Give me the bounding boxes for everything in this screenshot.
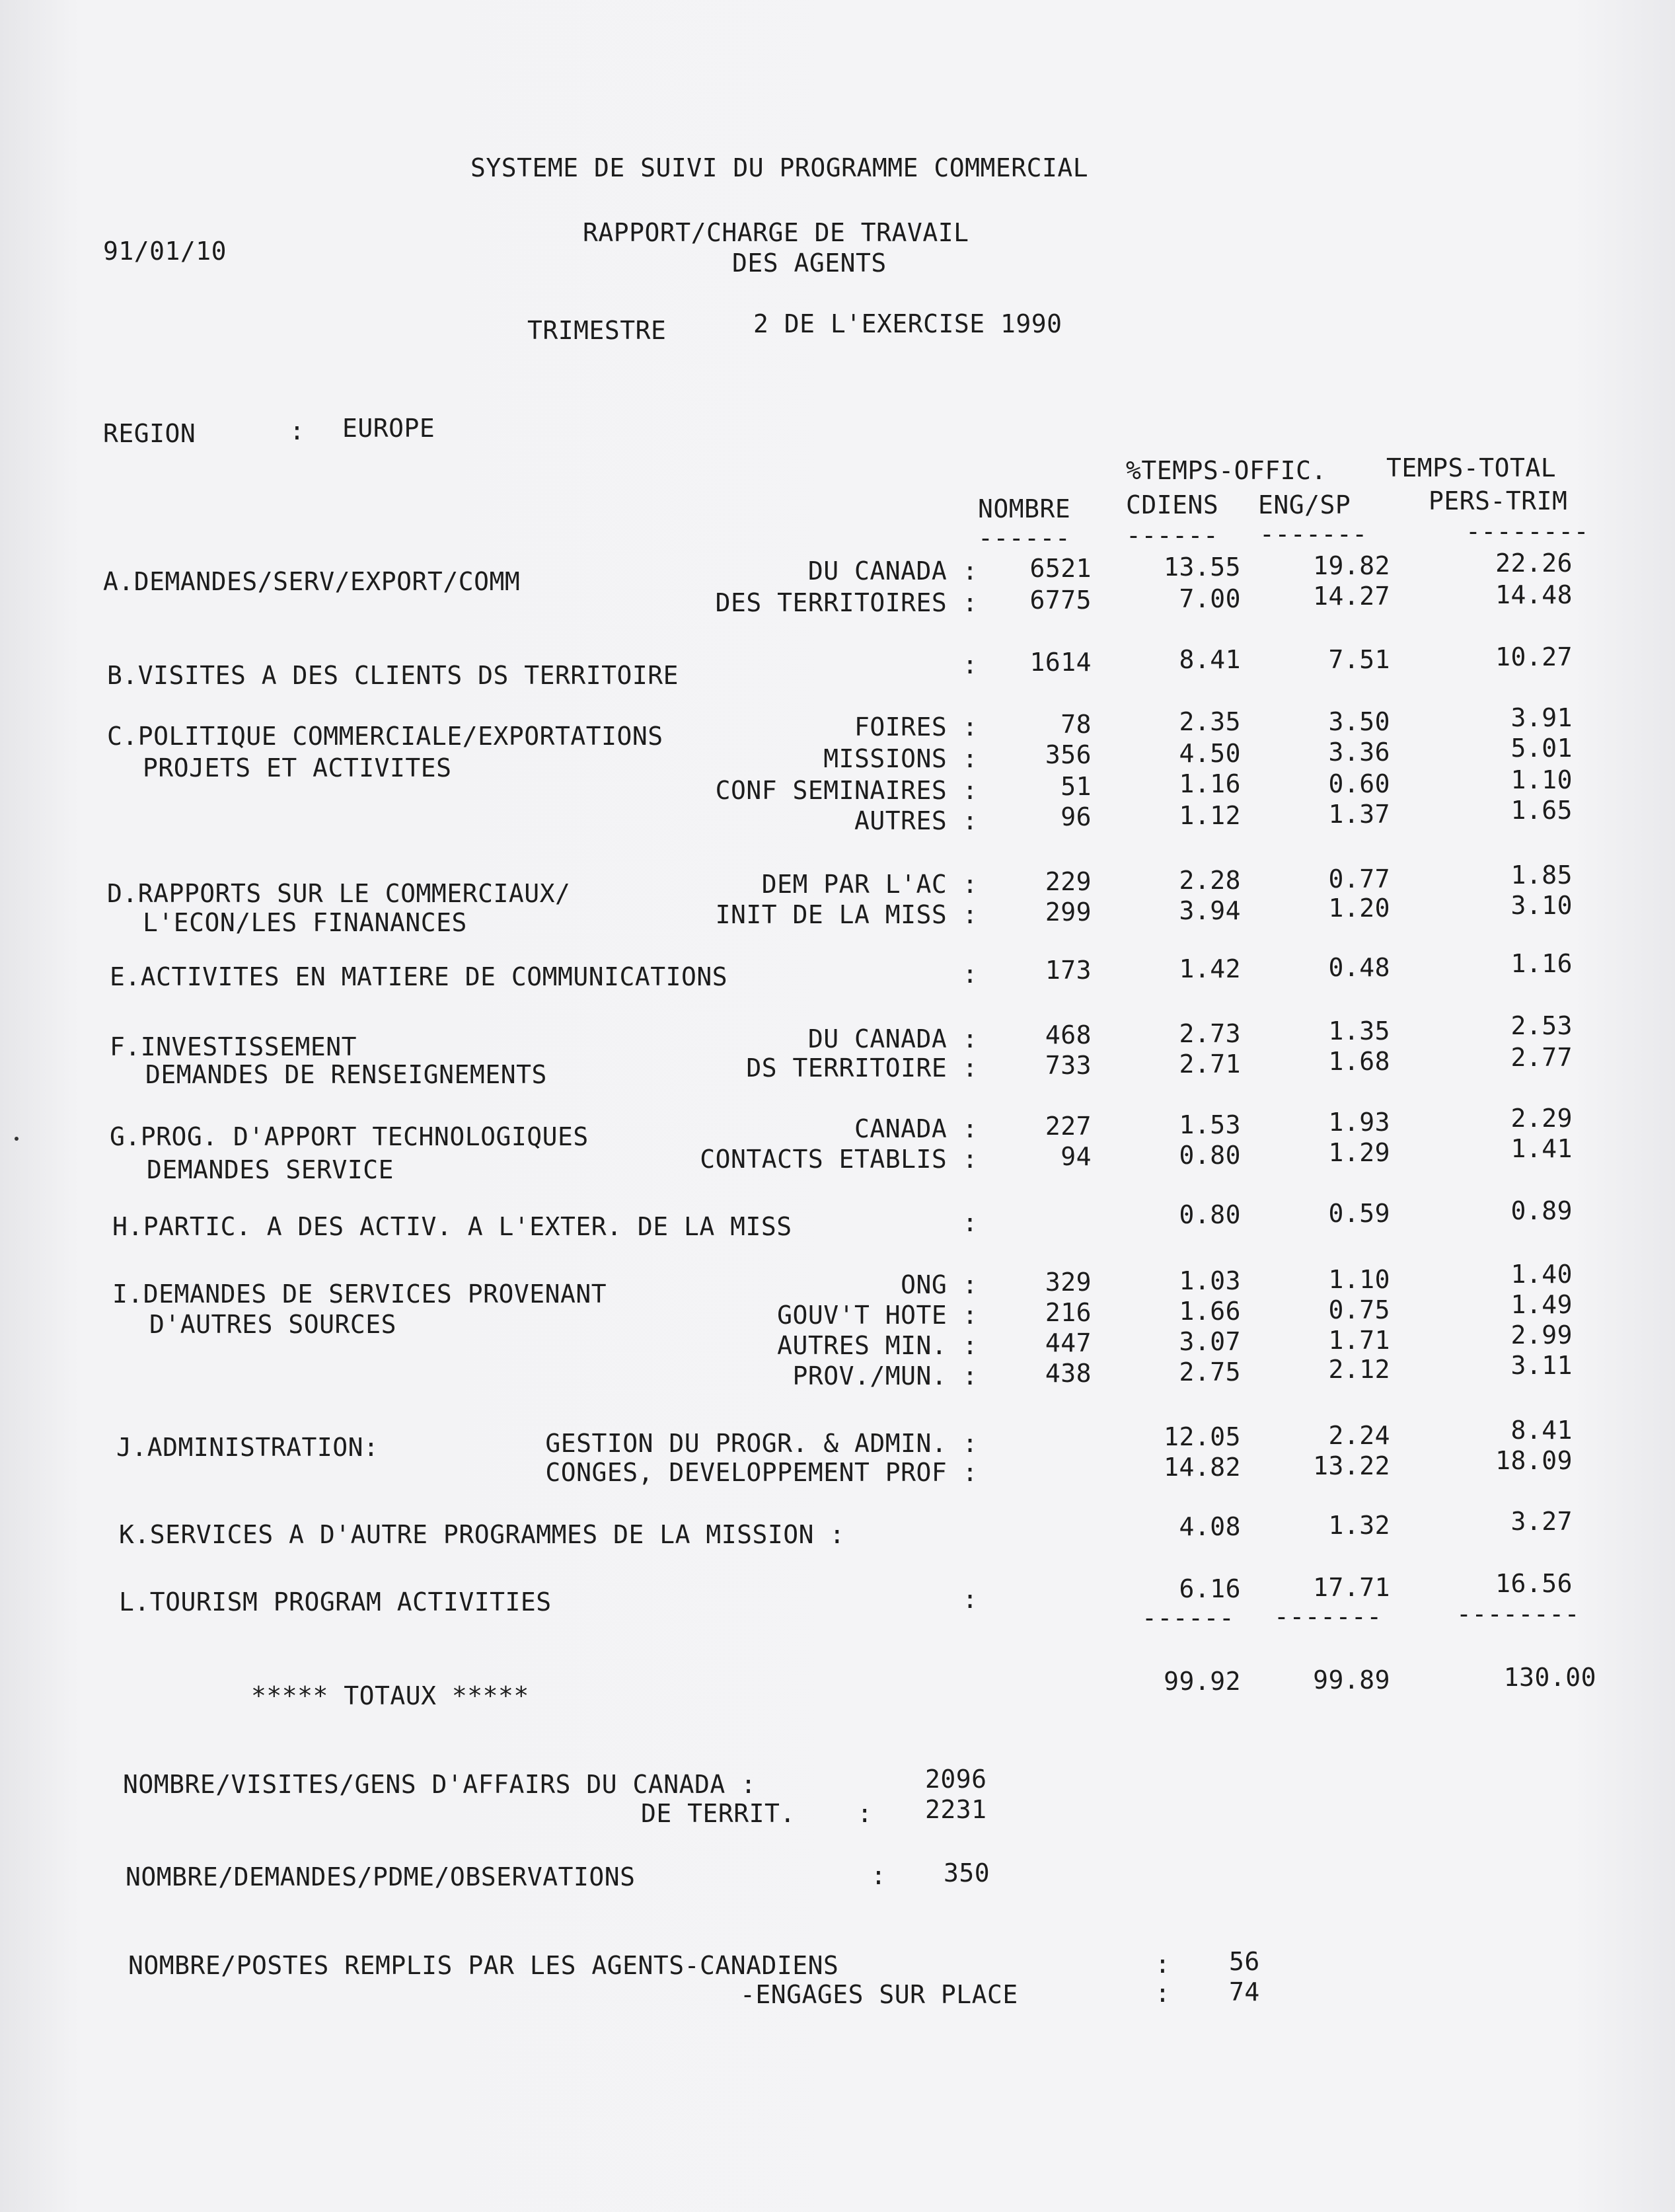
section-i-pers-1: 1.40 xyxy=(1510,1260,1573,1289)
stray-ink-dot xyxy=(15,1137,19,1141)
section-c-nombre-4: 96 xyxy=(1061,802,1092,831)
section-d-nombre-1: 229 xyxy=(1045,867,1092,896)
section-j-cdiens-1: 12.05 xyxy=(1164,1422,1241,1451)
header-pers-trim: PERS-TRIM xyxy=(1429,486,1568,515)
report-title-line1: RAPPORT/CHARGE DE TRAVAIL xyxy=(583,218,969,247)
section-c-nombre-2: 356 xyxy=(1045,740,1092,769)
section-b-sub: : xyxy=(962,650,978,679)
section-h-engsp: 0.59 xyxy=(1328,1199,1390,1228)
section-i-engsp-3: 1.71 xyxy=(1328,1326,1390,1355)
section-c-pers-3: 1.10 xyxy=(1510,765,1573,794)
section-k-cdiens: 4.08 xyxy=(1179,1512,1241,1541)
section-c-engsp-3: 0.60 xyxy=(1328,769,1390,798)
section-j-engsp-2: 13.22 xyxy=(1313,1451,1390,1480)
section-a-cdiens-2: 7.00 xyxy=(1179,584,1241,613)
section-i-cdiens-3: 3.07 xyxy=(1179,1327,1241,1356)
postes-canadiens-value: 56 xyxy=(1229,1947,1260,1976)
totals-label: ***** TOTAUX ***** xyxy=(251,1681,529,1710)
section-a-pers-1: 22.26 xyxy=(1495,549,1573,578)
section-i-label: I.DEMANDES DE SERVICES PROVENANT xyxy=(112,1279,607,1309)
totals-pers-underline: -------- xyxy=(1456,1599,1581,1628)
system-title: SYSTEME DE SUIVI DU PROGRAMME COMMERCIAL xyxy=(470,153,1089,182)
section-d-sub-2: INIT DE LA MISS : xyxy=(715,900,978,929)
postes-engages-label: -ENGAGES SUR PLACE xyxy=(740,1980,1018,2009)
section-j-engsp-1: 2.24 xyxy=(1328,1421,1390,1450)
demandes-separator: : xyxy=(871,1861,887,1890)
section-j-pers-2: 18.09 xyxy=(1495,1446,1573,1475)
section-l-pers: 16.56 xyxy=(1495,1569,1573,1598)
section-f-pers-1: 2.53 xyxy=(1510,1011,1573,1040)
postes-separator-1: : xyxy=(1155,1950,1171,1979)
section-c-pers-4: 1.65 xyxy=(1510,796,1573,825)
section-e-cdiens: 1.42 xyxy=(1179,954,1241,983)
section-c-sub-4: AUTRES : xyxy=(854,806,978,835)
section-e-sub: : xyxy=(962,960,978,989)
section-c-nombre-1: 78 xyxy=(1061,710,1092,739)
totals-cdiens: 99.92 xyxy=(1164,1667,1241,1696)
section-i-nombre-1: 329 xyxy=(1045,1268,1092,1297)
section-i-nombre-3: 447 xyxy=(1045,1328,1092,1357)
section-b-cdiens: 8.41 xyxy=(1179,645,1241,674)
section-f-label-2: DEMANDES DE RENSEIGNEMENTS xyxy=(145,1060,547,1089)
header-eng-sp: ENG/SP xyxy=(1258,490,1351,519)
section-j-label: J.ADMINISTRATION: xyxy=(116,1433,379,1462)
header-cdiens: CDIENS xyxy=(1126,490,1219,519)
section-d-cdiens-1: 2.28 xyxy=(1179,866,1241,895)
section-d-sub-1: DEM PAR L'AC : xyxy=(761,870,978,899)
section-l-label: L.TOURISM PROGRAM ACTIVITIES xyxy=(119,1587,552,1617)
section-i-sub-4: PROV./MUN. : xyxy=(792,1361,978,1391)
section-f-nombre-2: 733 xyxy=(1045,1051,1092,1080)
totals-cdiens-underline: ------ xyxy=(1142,1603,1235,1632)
header-pct-temps: %TEMPS-OFFIC. xyxy=(1126,456,1327,485)
section-c-cdiens-4: 1.12 xyxy=(1179,801,1241,830)
section-a-pers-2: 14.48 xyxy=(1495,580,1573,609)
section-a-engsp-2: 14.27 xyxy=(1313,582,1390,611)
section-e-pers: 1.16 xyxy=(1510,949,1573,978)
section-h-label: H.PARTIC. A DES ACTIV. A L'EXTER. DE LA MISS xyxy=(112,1212,792,1241)
section-i-pers-2: 1.49 xyxy=(1510,1290,1573,1319)
section-a-nombre-2: 6775 xyxy=(1029,586,1092,615)
section-f-nombre-1: 468 xyxy=(1045,1020,1092,1049)
section-i-sub-2: GOUV'T HOTE : xyxy=(777,1301,978,1330)
region-label: REGION xyxy=(103,419,196,448)
section-c-pers-2: 5.01 xyxy=(1510,734,1573,763)
section-a-nombre-1: 6521 xyxy=(1029,554,1092,583)
section-c-engsp-2: 3.36 xyxy=(1328,738,1390,767)
section-c-cdiens-3: 1.16 xyxy=(1179,769,1241,798)
section-c-nombre-3: 51 xyxy=(1061,772,1092,801)
section-c-engsp-4: 1.37 xyxy=(1328,800,1390,829)
visites-territ-label: DE TERRIT. : xyxy=(641,1799,873,1828)
report-date: 91/01/10 xyxy=(103,237,227,266)
section-g-label-2: DEMANDES SERVICE xyxy=(147,1155,394,1184)
section-h-sub: : xyxy=(962,1208,978,1237)
section-i-pers-3: 2.99 xyxy=(1510,1320,1573,1350)
section-g-engsp-2: 1.29 xyxy=(1328,1138,1390,1167)
section-c-label: C.POLITIQUE COMMERCIALE/EXPORTATIONS xyxy=(107,722,663,751)
quarter-label: TRIMESTRE xyxy=(527,316,667,345)
demandes-value: 350 xyxy=(944,1858,990,1888)
section-f-cdiens-1: 2.73 xyxy=(1179,1019,1241,1048)
section-i-pers-4: 3.11 xyxy=(1510,1351,1573,1380)
section-f-sub-2: DS TERRITOIRE : xyxy=(746,1053,978,1083)
cdiens-underline: ------ xyxy=(1126,521,1219,550)
section-c-cdiens-2: 4.50 xyxy=(1179,739,1241,768)
section-g-sub-1: CANADA : xyxy=(854,1114,978,1143)
section-g-cdiens-1: 1.53 xyxy=(1179,1110,1241,1139)
section-e-engsp: 0.48 xyxy=(1328,953,1390,982)
region-separator: : xyxy=(289,416,305,445)
section-d-cdiens-2: 3.94 xyxy=(1179,896,1241,925)
section-a-sub-1: DU CANADA : xyxy=(807,556,978,586)
region-value: EUROPE xyxy=(342,414,435,443)
section-j-sub-1: GESTION DU PROGR. & ADMIN. : xyxy=(545,1429,978,1458)
section-c-pers-1: 3.91 xyxy=(1510,703,1573,732)
section-f-sub-1: DU CANADA : xyxy=(807,1024,978,1053)
report-title-line2: DES AGENTS xyxy=(732,248,887,278)
totals-engsp-underline: ------- xyxy=(1274,1602,1382,1631)
section-e-label: E.ACTIVITES EN MATIERE DE COMMUNICATIONS xyxy=(110,962,728,991)
visites-territ-value: 2231 xyxy=(925,1795,987,1824)
section-f-engsp-2: 1.68 xyxy=(1328,1047,1390,1076)
section-d-label: D.RAPPORTS SUR LE COMMERCIAUX/ xyxy=(107,879,571,908)
section-i-sub-3: AUTRES MIN. : xyxy=(777,1331,978,1360)
totals-engsp: 99.89 xyxy=(1313,1665,1390,1695)
section-g-pers-2: 1.41 xyxy=(1510,1134,1573,1163)
section-d-label-2: L'ECON/LES FINANANCES xyxy=(143,908,467,937)
section-h-pers: 0.89 xyxy=(1510,1196,1573,1225)
section-i-engsp-4: 2.12 xyxy=(1328,1355,1390,1384)
nombre-underline: ------ xyxy=(978,523,1071,553)
section-f-engsp-1: 1.35 xyxy=(1328,1016,1390,1046)
section-i-label-2: D'AUTRES SOURCES xyxy=(149,1310,397,1339)
eng-sp-underline: ------- xyxy=(1259,519,1368,549)
section-i-engsp-1: 1.10 xyxy=(1328,1265,1390,1294)
section-g-pers-1: 2.29 xyxy=(1510,1104,1573,1133)
header-temps-total: TEMPS-TOTAL xyxy=(1386,453,1557,482)
section-a-sub-2: DES TERRITOIRES : xyxy=(715,588,978,617)
section-h-cdiens: 0.80 xyxy=(1179,1200,1241,1229)
postes-separator-2: : xyxy=(1155,1979,1171,2008)
section-a-cdiens-1: 13.55 xyxy=(1164,553,1241,582)
section-i-cdiens-4: 2.75 xyxy=(1179,1357,1241,1387)
section-i-sub-1: ONG : xyxy=(901,1270,978,1299)
section-i-nombre-4: 438 xyxy=(1045,1359,1092,1388)
totals-pers: 130.00 xyxy=(1503,1663,1596,1692)
section-l-sub: : xyxy=(962,1585,978,1614)
section-l-engsp: 17.71 xyxy=(1313,1573,1390,1602)
section-l-cdiens: 6.16 xyxy=(1179,1574,1241,1603)
section-c-label-2: PROJETS ET ACTIVITES xyxy=(143,753,452,782)
section-b-engsp: 7.51 xyxy=(1328,645,1390,674)
section-g-engsp-1: 1.93 xyxy=(1328,1108,1390,1137)
postes-engages-value: 74 xyxy=(1229,1977,1260,2006)
section-g-cdiens-2: 0.80 xyxy=(1179,1141,1241,1170)
section-d-nombre-2: 299 xyxy=(1045,897,1092,927)
postes-label: NOMBRE/POSTES REMPLIS PAR LES AGENTS-CANADIENS xyxy=(128,1951,839,1980)
pers-trim-underline: -------- xyxy=(1466,517,1590,546)
section-j-cdiens-2: 14.82 xyxy=(1164,1453,1241,1482)
header-nombre: NOMBRE xyxy=(978,494,1071,523)
visites-label: NOMBRE/VISITES/GENS D'AFFAIRS DU CANADA : xyxy=(123,1770,757,1799)
section-a-label: A.DEMANDES/SERV/EXPORT/COMM xyxy=(103,567,521,596)
section-c-cdiens-1: 2.35 xyxy=(1179,707,1241,736)
section-k-label: K.SERVICES A D'AUTRE PROGRAMMES DE LA MISSION : xyxy=(119,1520,845,1549)
section-d-pers-2: 3.10 xyxy=(1510,891,1573,920)
section-c-engsp-1: 3.50 xyxy=(1328,707,1390,736)
section-b-pers: 10.27 xyxy=(1495,642,1573,671)
section-g-label: G.PROG. D'APPORT TECHNOLOGIQUES xyxy=(110,1122,589,1151)
section-c-sub-1: FOIRES : xyxy=(854,712,978,742)
quarter-value: 2 DE L'EXERCISE 1990 xyxy=(753,309,1062,338)
section-i-cdiens-1: 1.03 xyxy=(1179,1266,1241,1295)
section-f-label: F.INVESTISSEMENT xyxy=(110,1032,357,1061)
section-f-cdiens-2: 2.71 xyxy=(1179,1049,1241,1079)
section-d-pers-1: 1.85 xyxy=(1510,860,1573,890)
demandes-label: NOMBRE/DEMANDES/PDME/OBSERVATIONS xyxy=(126,1862,636,1891)
section-c-sub-2: MISSIONS : xyxy=(823,744,978,773)
section-e-nombre: 173 xyxy=(1045,956,1092,985)
section-i-nombre-2: 216 xyxy=(1045,1298,1092,1327)
section-f-pers-2: 2.77 xyxy=(1510,1043,1573,1072)
section-g-nombre-2: 94 xyxy=(1061,1142,1092,1171)
section-k-pers: 3.27 xyxy=(1510,1507,1573,1536)
section-g-nombre-1: 227 xyxy=(1045,1112,1092,1141)
section-a-engsp-1: 19.82 xyxy=(1313,551,1390,580)
section-i-engsp-2: 0.75 xyxy=(1328,1295,1390,1324)
section-b-nombre: 1614 xyxy=(1029,648,1092,677)
section-j-sub-2: CONGES, DEVELOPPEMENT PROF : xyxy=(545,1458,978,1487)
visites-canada-value: 2096 xyxy=(925,1765,987,1794)
section-g-sub-2: CONTACTS ETABLIS : xyxy=(700,1145,978,1174)
section-d-engsp-1: 0.77 xyxy=(1328,864,1390,894)
section-c-sub-3: CONF SEMINAIRES : xyxy=(715,776,978,805)
section-i-cdiens-2: 1.66 xyxy=(1179,1297,1241,1326)
section-b-label: B.VISITES A DES CLIENTS DS TERRITOIRE xyxy=(107,661,679,690)
section-j-pers-1: 8.41 xyxy=(1510,1416,1573,1445)
section-k-engsp: 1.32 xyxy=(1328,1511,1390,1540)
section-d-engsp-2: 1.20 xyxy=(1328,894,1390,923)
